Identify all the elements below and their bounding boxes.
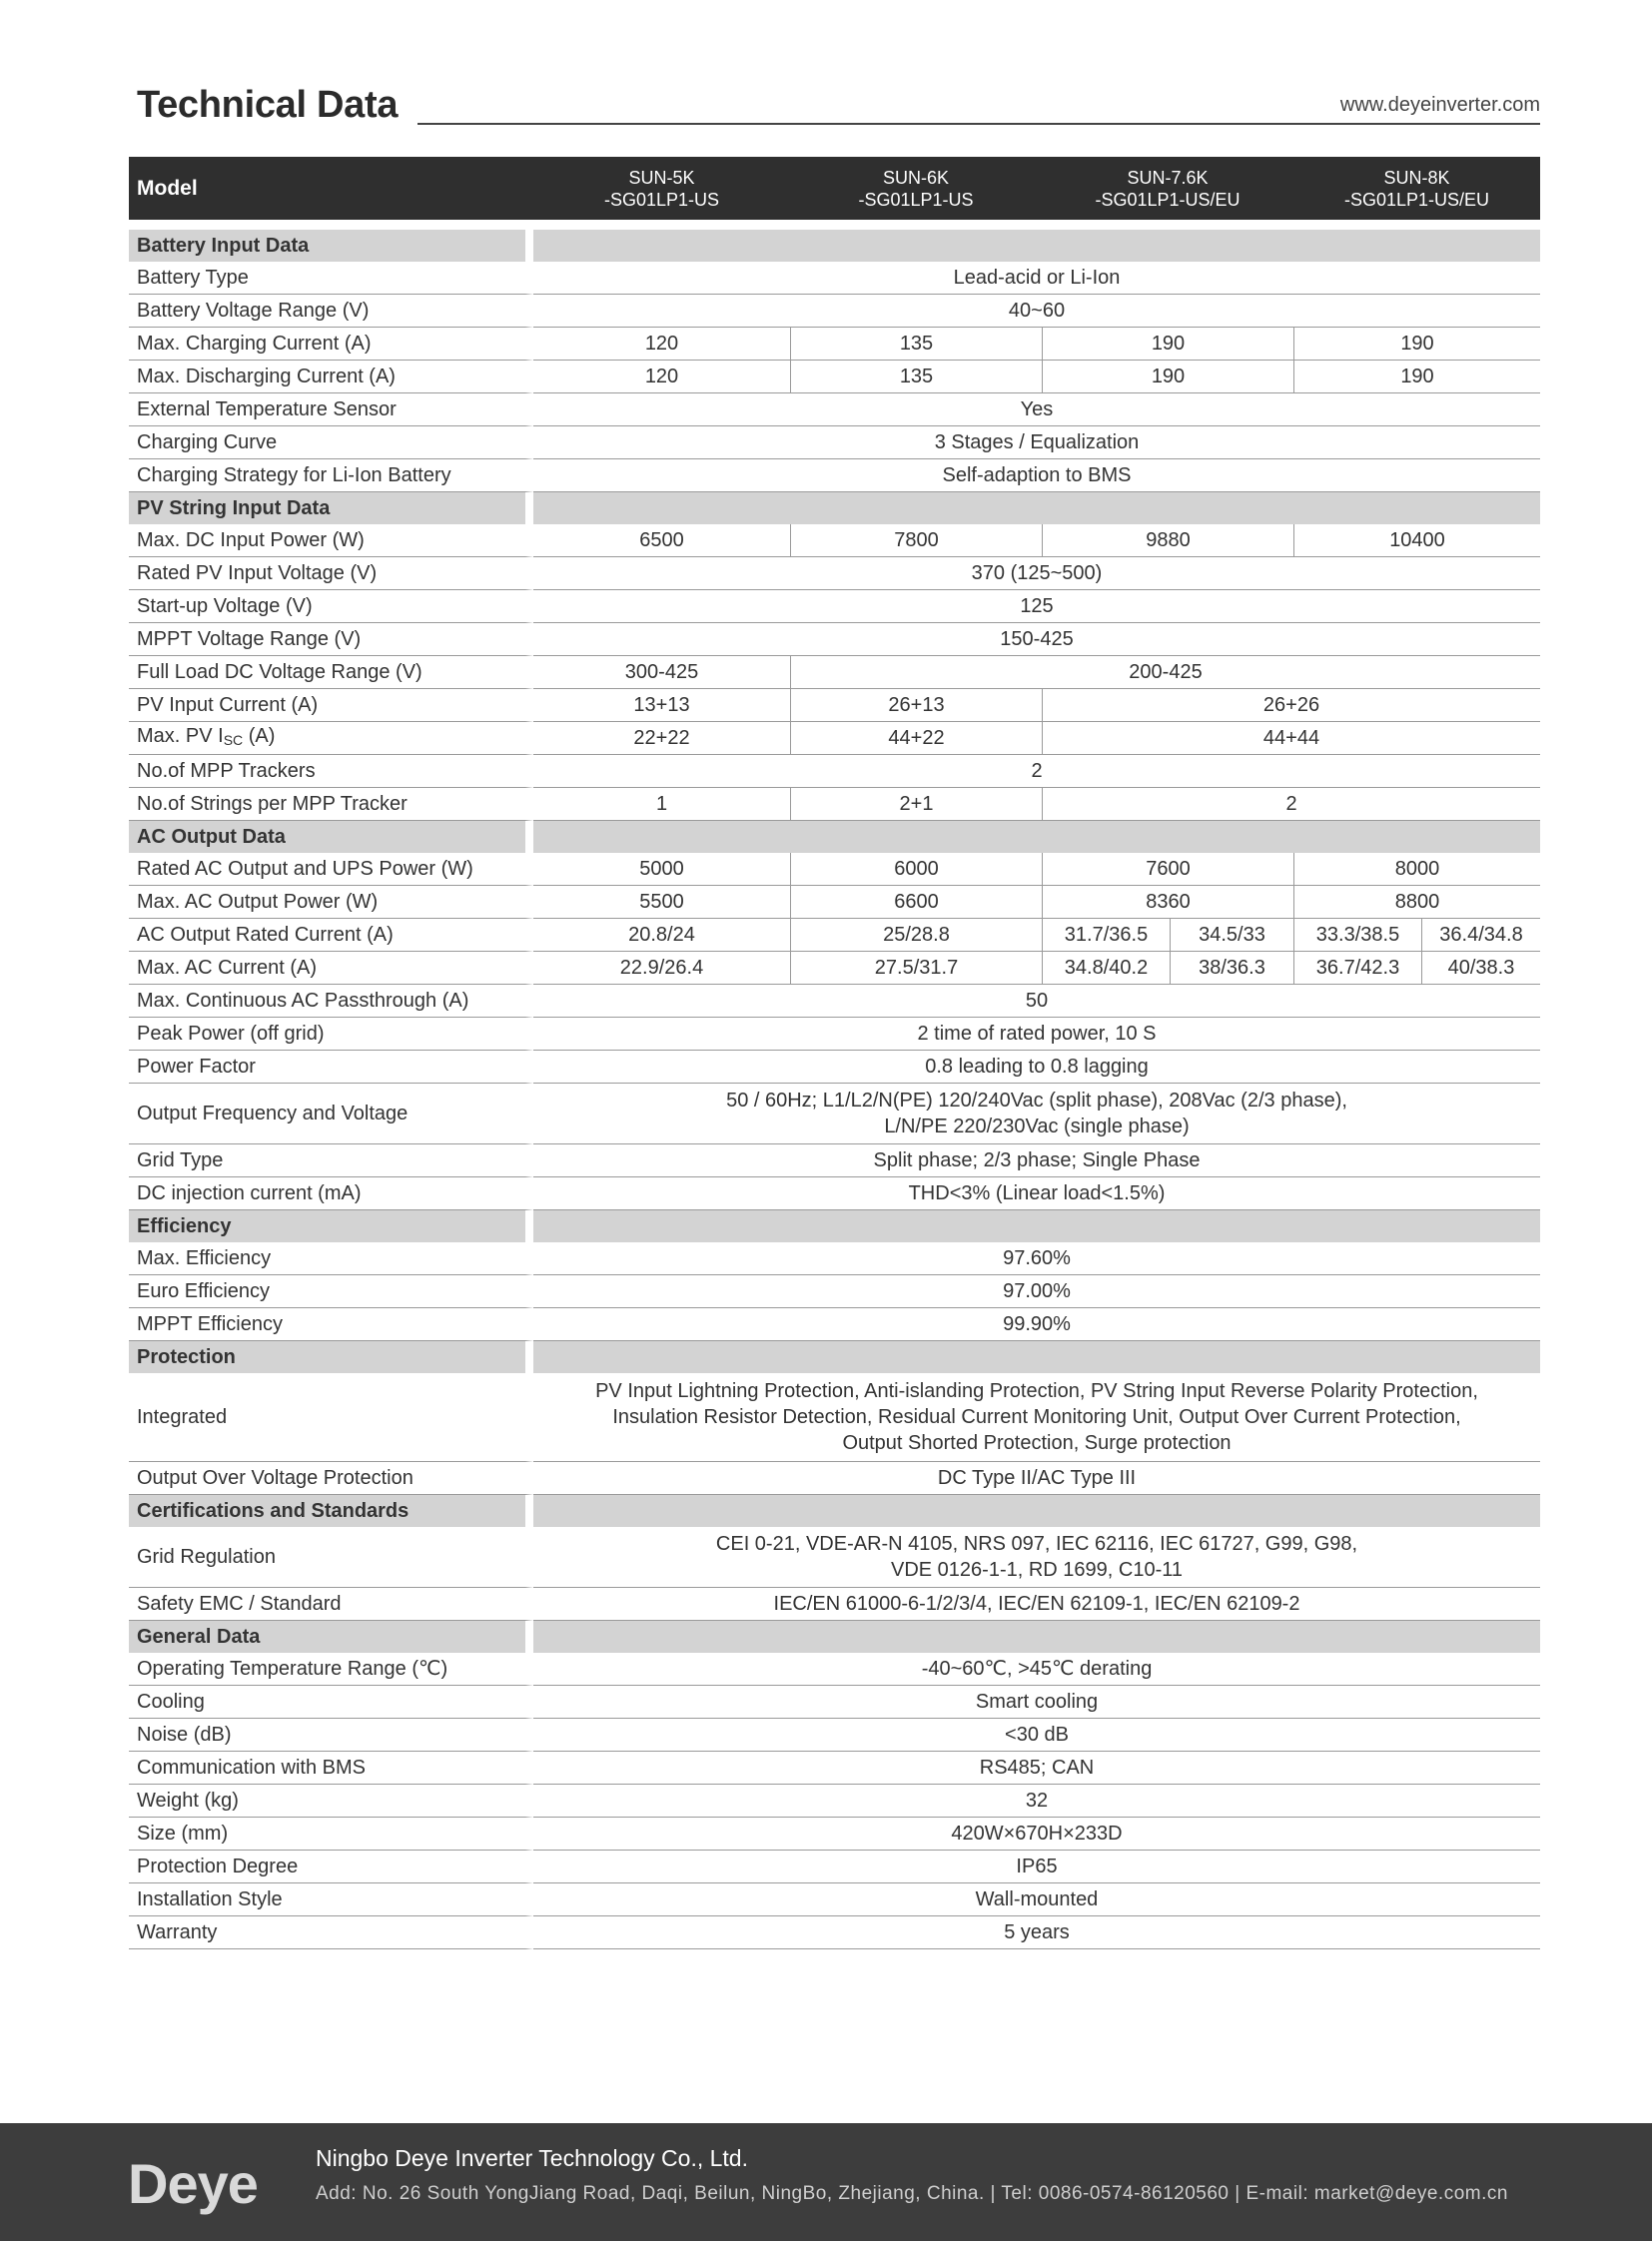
table-row xyxy=(129,557,1540,590)
table-row xyxy=(129,1719,1540,1752)
row-label: Max. AC Current (A) xyxy=(129,952,533,985)
row-value: 135 xyxy=(790,361,1042,393)
row-value: Smart cooling xyxy=(533,1686,1540,1719)
section-efficiency xyxy=(129,1210,1540,1242)
row-value: 190 xyxy=(1042,328,1293,361)
row-value: 20.8/24 xyxy=(533,919,790,952)
table-row xyxy=(129,393,1540,426)
row-value: 44+44 xyxy=(1042,722,1540,755)
table-row xyxy=(129,985,1540,1018)
row-value: Lead-acid or Li-Ion xyxy=(533,262,1540,295)
table-row xyxy=(129,459,1540,492)
row-label: Start-up Voltage (V) xyxy=(129,590,533,623)
row-value: 125 xyxy=(533,590,1540,623)
table-row xyxy=(129,689,1540,722)
row-value: 33.3/38.5 xyxy=(1293,919,1421,952)
row-value: 2 xyxy=(533,755,1540,788)
row-label: Installation Style xyxy=(129,1883,533,1916)
row-value: 40~60 xyxy=(533,295,1540,328)
row-label: Charging Curve xyxy=(129,426,533,459)
row-value: Self-adaption to BMS xyxy=(533,459,1540,492)
row-label: Weight (kg) xyxy=(129,1785,533,1818)
row-value: 36.7/42.3 xyxy=(1293,952,1421,985)
row-label: Rated PV Input Voltage (V) xyxy=(129,557,533,590)
row-value: 135 xyxy=(790,328,1042,361)
page-title: Technical Data xyxy=(137,84,399,126)
row-value: IP65 xyxy=(533,1851,1540,1883)
table-row xyxy=(129,656,1540,689)
row-label: Peak Power (off grid) xyxy=(129,1018,533,1051)
model-header-row xyxy=(129,157,1540,220)
row-value: 31.7/36.5 xyxy=(1042,919,1170,952)
row-label: Grid Type xyxy=(129,1144,533,1177)
row-value: RS485; CAN xyxy=(533,1752,1540,1785)
row-label: Full Load DC Voltage Range (V) xyxy=(129,656,533,689)
table-row xyxy=(129,1916,1540,1949)
table-row xyxy=(129,262,1540,295)
table-row xyxy=(129,1883,1540,1916)
row-value: 8800 xyxy=(1293,886,1540,919)
row-value: 8360 xyxy=(1042,886,1293,919)
row-value: 99.90% xyxy=(533,1308,1540,1341)
row-value: 36.4/34.8 xyxy=(1421,919,1540,952)
row-label: Max. AC Output Power (W) xyxy=(129,886,533,919)
row-value: 9880 xyxy=(1042,524,1293,557)
table-row xyxy=(129,1588,1540,1621)
row-value: 26+26 xyxy=(1042,689,1540,722)
row-value: 13+13 xyxy=(533,689,790,722)
table-row xyxy=(129,952,1540,985)
table-row xyxy=(129,1686,1540,1719)
row-value: 1 xyxy=(533,788,790,821)
row-value: 2+1 xyxy=(790,788,1042,821)
table-row xyxy=(129,328,1540,361)
table-row xyxy=(129,590,1540,623)
row-value: 38/36.3 xyxy=(1170,952,1293,985)
row-label: Rated AC Output and UPS Power (W) xyxy=(129,853,533,886)
row-value: 6600 xyxy=(790,886,1042,919)
section-label: General Data xyxy=(129,1621,533,1653)
row-value: THD<3% (Linear load<1.5%) xyxy=(533,1177,1540,1210)
model-header-3: SUN-7.6K -SG01LP1-US/EU xyxy=(1042,157,1293,220)
row-value: DC Type II/AC Type III xyxy=(533,1462,1540,1495)
row-label: Cooling xyxy=(129,1686,533,1719)
row-label: Protection Degree xyxy=(129,1851,533,1883)
row-value: 27.5/31.7 xyxy=(790,952,1042,985)
company-name: Ningbo Deye Inverter Technology Co., Ltd. xyxy=(316,2145,748,2171)
row-value: 22+22 xyxy=(533,722,790,755)
row-value: 10400 xyxy=(1293,524,1540,557)
row-value: 370 (125~500) xyxy=(533,557,1540,590)
row-label: Battery Voltage Range (V) xyxy=(129,295,533,328)
row-value: 6000 xyxy=(790,853,1042,886)
table-row xyxy=(129,1144,1540,1177)
section-protection xyxy=(129,1341,1540,1373)
row-label: Grid Regulation xyxy=(129,1527,533,1588)
footer-bar xyxy=(0,2123,1652,2241)
table-row xyxy=(129,426,1540,459)
row-value: PV Input Lightning Protection, Anti-islanding Protection, PV String Input Reverse Polarity Protection, Insulation Resistor Detection, Residual Current Monitoring Unit, Output Over Current Protection, Output Shorted Protection, Surge protection xyxy=(533,1373,1540,1462)
table-row xyxy=(129,1851,1540,1883)
row-value: 2 xyxy=(1042,788,1540,821)
table-row xyxy=(129,1084,1540,1144)
row-value: 8000 xyxy=(1293,853,1540,886)
row-value: 7600 xyxy=(1042,853,1293,886)
table-row xyxy=(129,1018,1540,1051)
table-row xyxy=(129,1051,1540,1084)
table-row xyxy=(129,1275,1540,1308)
model-header-1: SUN-5K -SG01LP1-US xyxy=(533,157,790,220)
table-row xyxy=(129,1653,1540,1686)
row-label: MPPT Voltage Range (V) xyxy=(129,623,533,656)
row-label: AC Output Rated Current (A) xyxy=(129,919,533,952)
row-value: 22.9/26.4 xyxy=(533,952,790,985)
row-label: Noise (dB) xyxy=(129,1719,533,1752)
technical-data-table xyxy=(129,157,1540,1949)
row-label: DC injection current (mA) xyxy=(129,1177,533,1210)
table-row xyxy=(129,853,1540,886)
row-label: Size (mm) xyxy=(129,1818,533,1851)
row-label: Power Factor xyxy=(129,1051,533,1084)
table-row xyxy=(129,1462,1540,1495)
section-label: Battery Input Data xyxy=(129,230,533,262)
row-value: 5 years xyxy=(533,1916,1540,1949)
row-value: 97.60% xyxy=(533,1242,1540,1275)
row-label: Safety EMC / Standard xyxy=(129,1588,533,1621)
section-pv-input xyxy=(129,492,1540,524)
row-value: 7800 xyxy=(790,524,1042,557)
table-row xyxy=(129,295,1540,328)
row-value: 200-425 xyxy=(790,656,1540,689)
row-value: 50 xyxy=(533,985,1540,1018)
table-row xyxy=(129,919,1540,952)
row-value: Yes xyxy=(533,393,1540,426)
row-label: Max. Discharging Current (A) xyxy=(129,361,533,393)
section-battery-input xyxy=(129,230,1540,262)
table-row xyxy=(129,1177,1540,1210)
row-label: Euro Efficiency xyxy=(129,1275,533,1308)
section-label: Efficiency xyxy=(129,1210,533,1242)
table-row xyxy=(129,886,1540,919)
row-value: 6500 xyxy=(533,524,790,557)
model-header-2: SUN-6K -SG01LP1-US xyxy=(790,157,1042,220)
row-value: 44+22 xyxy=(790,722,1042,755)
row-label: MPPT Efficiency xyxy=(129,1308,533,1341)
row-label: Charging Strategy for Li-Ion Battery xyxy=(129,459,533,492)
row-value: 26+13 xyxy=(790,689,1042,722)
row-label: Max. Efficiency xyxy=(129,1242,533,1275)
row-label: No.of MPP Trackers xyxy=(129,755,533,788)
row-value: 120 xyxy=(533,361,790,393)
row-value: 32 xyxy=(533,1785,1540,1818)
row-value: 34.8/40.2 xyxy=(1042,952,1170,985)
section-label: Certifications and Standards xyxy=(129,1495,533,1527)
row-label: Max. PV $I_{SC}$ (A) xyxy=(129,722,533,755)
row-label: Warranty xyxy=(129,1916,533,1949)
row-value: 34.5/33 xyxy=(1170,919,1293,952)
table-row xyxy=(129,788,1540,821)
section-certifications xyxy=(129,1495,1540,1527)
row-label: Operating Temperature Range (℃) xyxy=(129,1653,533,1686)
table-row xyxy=(129,1752,1540,1785)
section-label: Protection xyxy=(129,1341,533,1373)
title-rule xyxy=(417,123,1540,125)
row-value: 50 / 60Hz; L1/L2/N(PE) 120/240Vac (split phase), 208Vac (2/3 phase), L/N/PE 220/230Vac (single phase) xyxy=(533,1084,1540,1144)
row-value: Split phase; 2/3 phase; Single Phase xyxy=(533,1144,1540,1177)
row-value: 40/38.3 xyxy=(1421,952,1540,985)
row-label: Output Frequency and Voltage xyxy=(129,1084,533,1144)
website-link[interactable]: www.deyeinverter.com xyxy=(1339,94,1540,116)
row-value: <30 dB xyxy=(533,1719,1540,1752)
row-label: Max. Charging Current (A) xyxy=(129,328,533,361)
table-row xyxy=(129,1818,1540,1851)
row-value: 190 xyxy=(1293,328,1540,361)
row-value: Wall-mounted xyxy=(533,1883,1540,1916)
row-value: 97.00% xyxy=(533,1275,1540,1308)
table-row xyxy=(129,1373,1540,1462)
table-row xyxy=(129,722,1540,755)
row-value: 300-425 xyxy=(533,656,790,689)
table-row xyxy=(129,1785,1540,1818)
section-label: AC Output Data xyxy=(129,821,533,853)
row-value: 420W×670H×233D xyxy=(533,1818,1540,1851)
row-label: Max. Continuous AC Passthrough (A) xyxy=(129,985,533,1018)
row-label: Output Over Voltage Protection xyxy=(129,1462,533,1495)
row-value: 120 xyxy=(533,328,790,361)
table-row xyxy=(129,361,1540,393)
table-row xyxy=(129,623,1540,656)
model-header-4: SUN-8K -SG01LP1-US/EU xyxy=(1293,157,1540,220)
row-label: Communication with BMS xyxy=(129,1752,533,1785)
section-general xyxy=(129,1621,1540,1653)
row-label: No.of Strings per MPP Tracker xyxy=(129,788,533,821)
row-value: 25/28.8 xyxy=(790,919,1042,952)
table-row xyxy=(129,755,1540,788)
row-label: Integrated xyxy=(129,1373,533,1462)
deye-logo: Deye xyxy=(128,2152,258,2215)
row-value: 5000 xyxy=(533,853,790,886)
table-row xyxy=(129,1308,1540,1341)
row-value: 2 time of rated power, 10 S xyxy=(533,1018,1540,1051)
model-header-label: Model xyxy=(129,157,533,220)
section-label: PV String Input Data xyxy=(129,492,533,524)
table-row xyxy=(129,1242,1540,1275)
row-value: 0.8 leading to 0.8 lagging xyxy=(533,1051,1540,1084)
table-row xyxy=(129,524,1540,557)
row-value: CEI 0-21, VDE-AR-N 4105, NRS 097, IEC 62116, IEC 61727, G99, G98, VDE 0126-1-1, RD 1699, C10-11 xyxy=(533,1527,1540,1588)
row-value: 190 xyxy=(1293,361,1540,393)
row-value: 3 Stages / Equalization xyxy=(533,426,1540,459)
table-row xyxy=(129,1527,1540,1588)
row-label: Battery Type xyxy=(129,262,533,295)
row-value: 150-425 xyxy=(533,623,1540,656)
row-value: 190 xyxy=(1042,361,1293,393)
row-value: IEC/EN 61000-6-1/2/3/4, IEC/EN 62109-1, IEC/EN 62109-2 xyxy=(533,1588,1540,1621)
row-value: 5500 xyxy=(533,886,790,919)
section-ac-output xyxy=(129,821,1540,853)
row-value: -40~60℃, >45℃ derating xyxy=(533,1653,1540,1686)
row-label: Max. DC Input Power (W) xyxy=(129,524,533,557)
row-label: External Temperature Sensor xyxy=(129,393,533,426)
company-address: Add: No. 26 South YongJiang Road, Daqi, Beilun, NingBo, Zhejiang, China. | Tel: 0086-0574-86120560 | E-mail: market@deye.com.cn xyxy=(316,2183,1508,2204)
row-label: PV Input Current (A) xyxy=(129,689,533,722)
